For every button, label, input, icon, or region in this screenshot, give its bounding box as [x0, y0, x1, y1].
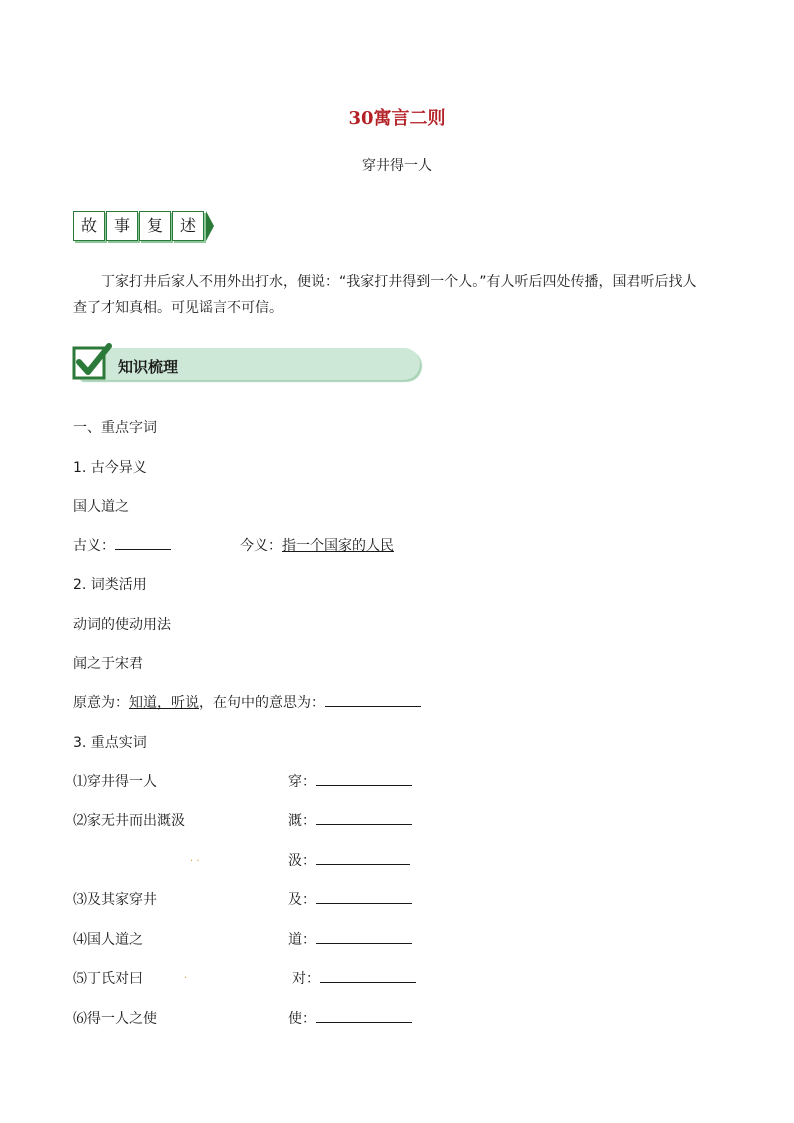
word-row-answer	[288, 1008, 412, 1028]
jin-row	[240, 535, 394, 555]
context-label: ，在句中的意思为：	[199, 695, 325, 711]
word-row-answer	[288, 850, 410, 870]
item1-answer-row	[73, 535, 171, 555]
word-answer-blank[interactable]	[316, 810, 412, 825]
word-label: 使：	[288, 1011, 316, 1027]
orig-label: 原意为：	[73, 695, 129, 711]
word-row-answer	[288, 929, 412, 949]
word-row-phrase: ⑷国人道之	[73, 932, 143, 948]
story-line-2: 查了才知真相。可见谣言不可信。	[73, 300, 283, 316]
item2-subheading: 动词的使动用法	[73, 617, 171, 633]
word-row-phrase: ⑶及其家穿井	[73, 892, 157, 908]
gu-label: 古义：	[73, 538, 115, 554]
checkbox-check-icon	[72, 342, 112, 382]
page-title: 30寓言二则	[348, 108, 446, 129]
story-tab-4: 述	[172, 211, 204, 241]
jin-value: 指一个国家的人民	[282, 538, 394, 554]
stray-dot-mark: · ·	[190, 856, 200, 867]
word-row-answer	[292, 968, 416, 988]
gu-answer-blank[interactable]	[115, 535, 171, 550]
item3-heading: 3. 重点实词	[73, 735, 147, 751]
word-answer-blank[interactable]	[316, 929, 412, 944]
word-label: 对：	[292, 971, 320, 987]
word-row-answer	[288, 810, 412, 830]
word-label: 溉：	[288, 813, 316, 829]
story-tab-1: 故	[73, 211, 105, 241]
word-row-phrase: ⑹得一人之使	[73, 1011, 157, 1027]
orig-value: 知道，听说	[129, 695, 199, 711]
word-label: 穿：	[288, 774, 316, 790]
word-label: 及：	[288, 892, 316, 908]
item2-answer-row	[73, 692, 421, 712]
story-tab-2: 事	[106, 211, 138, 241]
banner-label: 知识梳理	[118, 358, 179, 376]
word-row-answer	[288, 771, 412, 791]
context-answer-blank[interactable]	[325, 692, 421, 707]
section-heading: 一、重点字词	[73, 420, 157, 436]
word-answer-blank[interactable]	[316, 850, 410, 865]
word-label: 道：	[288, 932, 316, 948]
stray-dot-mark: ·	[184, 973, 188, 984]
item2-phrase: 闻之于宋君	[73, 656, 143, 672]
word-row-phrase: ⑵家无井而出溉汲	[73, 813, 185, 829]
word-answer-blank[interactable]	[316, 771, 412, 786]
word-answer-blank[interactable]	[320, 968, 416, 983]
jin-label: 今义：	[240, 538, 282, 554]
item1-phrase: 国人道之	[73, 499, 129, 515]
tab-arrow-end	[206, 211, 214, 241]
word-answer-blank[interactable]	[316, 889, 412, 904]
word-row-phrase: ⑴穿井得一人	[73, 774, 157, 790]
story-summary	[73, 269, 733, 321]
word-row-answer	[288, 889, 412, 909]
item2-heading: 2. 词类活用	[73, 577, 147, 593]
story-tab-3: 复	[139, 211, 171, 241]
page-subtitle: 穿井得一人	[362, 158, 432, 174]
item1-heading: 1. 古今异义	[73, 460, 147, 476]
word-label: 汲：	[288, 853, 316, 869]
word-row-phrase: ⑸丁氏对曰	[73, 971, 143, 987]
story-line-1: 丁家打井后家人不用外出打水，便说：“我家打井得到一个人。”有人听后四处传播，国君听后找人	[101, 274, 697, 290]
word-answer-blank[interactable]	[316, 1008, 412, 1023]
